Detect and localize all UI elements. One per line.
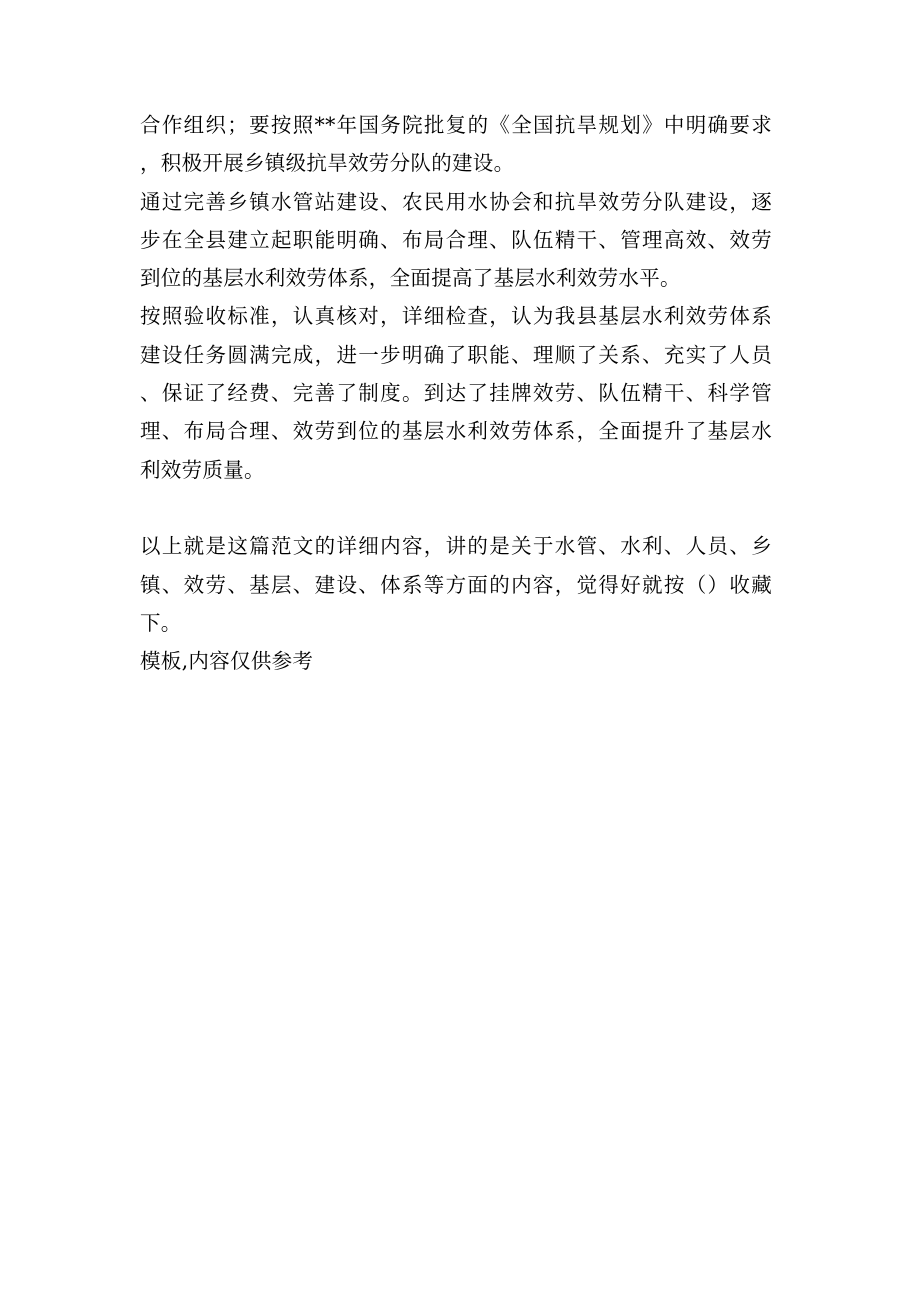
text-line: 理、布局合理、效劳到位的基层水利效劳体系，全面提升了基层水: [140, 419, 772, 444]
document-body: [140, 106, 772, 680]
text-line: 按照验收标准，认真核对，详细检查，认为我县基层水利效劳体系: [140, 304, 772, 329]
text-line: ，积极开展乡镇级抗旱效劳分队的建设。: [140, 151, 515, 176]
disclaimer-paragraph: [140, 642, 772, 680]
paragraph-3: [140, 297, 772, 488]
paragraph-1: [140, 106, 772, 183]
text-line: 到位的基层水利效劳体系，全面提高了基层水利效劳水平。: [140, 266, 681, 291]
summary-paragraph: [140, 527, 772, 642]
text-line: 、保证了经费、完善了制度。到达了挂牌效劳、队伍精干、科学管: [140, 381, 772, 406]
text-line: 以上就是这篇范文的详细内容，讲的是关于水管、水利、人员、乡: [140, 534, 772, 559]
paragraph-spacer: [140, 489, 772, 527]
text-line: 通过完善乡镇水管站建设、农民用水协会和抗旱效劳分队建设，逐: [140, 189, 772, 214]
text-line: 建设任务圆满完成，进一步明确了职能、理顺了关系、充实了人员: [140, 342, 772, 367]
text-line: 镇、效劳、基层、建设、体系等方面的内容，觉得好就按（）收藏: [140, 572, 772, 597]
paragraph-2: [140, 183, 772, 298]
text-line: 下。: [140, 610, 182, 635]
text-line: 合作组织；要按照**年国务院批复的《全国抗旱规划》中明确要求: [140, 113, 772, 137]
text-line: 步在全县建立起职能明确、布局合理、队伍精干、管理高效、效劳: [140, 227, 772, 252]
disclaimer-text: 模板,内容仅供参考: [140, 649, 314, 674]
text-line: 利效劳质量。: [140, 457, 265, 482]
